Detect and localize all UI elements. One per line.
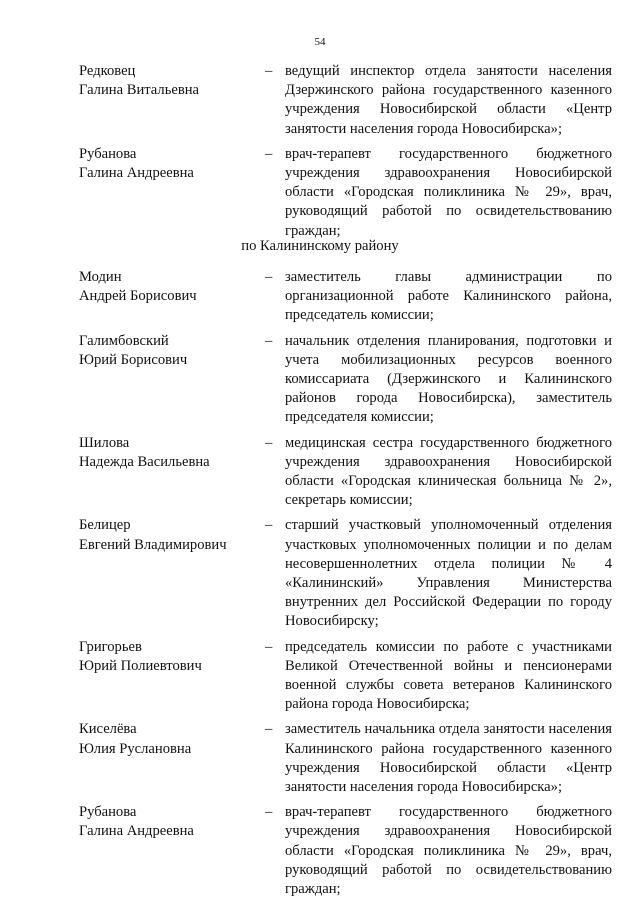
dash-separator: –	[265, 269, 273, 285]
member-last-name: Галимбовский	[79, 332, 169, 349]
member-entry	[79, 62, 612, 139]
member-first-names: Галина Витальевна	[79, 82, 200, 99]
member-name	[79, 62, 265, 139]
member-entry	[79, 332, 612, 428]
member-description: начальник отделения планирования, подготовки и учета мобилизационных ресурсов военного комиссариата (Дзержинского и Калининского районов города Новосибирска), заместитель председателя комиссии;	[285, 332, 612, 426]
member-description: медицинская сестра государственного бюджетного учреждения здравоохранения Новосибирской области «Городская клиническая больница № 2», секретарь комиссии;	[285, 434, 612, 509]
member-entry	[79, 803, 612, 899]
member-last-name: Белицер	[79, 517, 131, 534]
member-first-names: Юлия Руслановна	[79, 740, 192, 757]
member-description: врач-терапевт государственного бюджетного учреждения здравоохранения Новосибирской области «Городская поликлиника № 29», врач, руководящий работой по освидетельствованию граждан;	[285, 145, 612, 239]
member-name	[79, 638, 265, 715]
member-description: заместитель главы администрации по организационной работе Калининского района, председатель комиссии;	[285, 269, 612, 324]
member-first-names: Надежда Васильевна	[79, 453, 210, 470]
member-entry	[79, 516, 612, 631]
dash-separator: –	[265, 145, 273, 162]
member-first-names: Галина Андреевна	[79, 165, 194, 182]
dash-separator: –	[265, 434, 273, 451]
member-name	[79, 434, 265, 511]
member-last-name: Редковец	[79, 63, 136, 79]
member-name	[79, 145, 265, 241]
dash-separator: –	[265, 517, 273, 534]
kalininsky-member-list	[79, 268, 612, 905]
member-first-names: Евгений Владимирович	[79, 536, 227, 553]
member-description: ведущий инспектор отдела занятости населения Дзержинского района государственного казенного учреждения Новосибирской области «Центр занятости населения города Новосибирска»;	[285, 63, 612, 137]
member-last-name: Рубанова	[79, 804, 137, 821]
dash-separator: –	[265, 63, 273, 79]
member-name	[79, 720, 265, 797]
member-entry	[79, 720, 612, 797]
member-description: врач-терапевт государственного бюджетного учреждения здравоохранения Новосибирской области «Городская поликлиника № 29», врач, руководящий работой по освидетельствованию граждан;	[285, 804, 612, 898]
top-member-list	[79, 62, 612, 247]
member-first-names: Галина Андреевна	[79, 823, 194, 840]
member-description: старший участковый уполномоченный отделения участковых уполномоченных полиции и по делам несовершеннолетних отдела полиции № 4 «Калининский» Управления Министерства внутренних дел Российской Федерации по городу Новосибирску;	[285, 517, 612, 630]
member-description: заместитель начальника отдела занятости населения Калининского района государственного казенного учреждения Новосибирской области «Центр занятости населения города Новосибирска»;	[285, 721, 612, 796]
dash-separator: –	[265, 332, 273, 349]
member-name	[79, 268, 265, 326]
member-first-names: Андрей Борисович	[79, 288, 197, 305]
member-first-names: Юрий Полиевтович	[79, 657, 202, 674]
member-name	[79, 332, 265, 428]
member-last-name: Рубанова	[79, 145, 137, 162]
member-name	[79, 516, 265, 631]
member-entry	[79, 434, 612, 511]
page-number: 54	[314, 36, 326, 48]
member-last-name: Киселёва	[79, 721, 137, 738]
dash-separator: –	[265, 804, 273, 821]
member-last-name: Григорьев	[79, 638, 142, 655]
member-description: председатель комиссии по работе с участниками Великой Отечественной войны и пенсионерами военной службы совета ветеранов Калининского района города Новосибирска;	[285, 638, 612, 713]
member-entry	[79, 268, 612, 326]
member-first-names: Юрий Борисович	[79, 351, 188, 368]
member-last-name: Модин	[79, 269, 122, 285]
member-last-name: Шилова	[79, 434, 130, 451]
member-entry	[79, 638, 612, 715]
dash-separator: –	[265, 721, 273, 738]
member-name	[79, 803, 265, 899]
section-heading: по Калининскому району	[241, 238, 399, 254]
dash-separator: –	[265, 638, 273, 655]
member-entry	[79, 145, 612, 241]
